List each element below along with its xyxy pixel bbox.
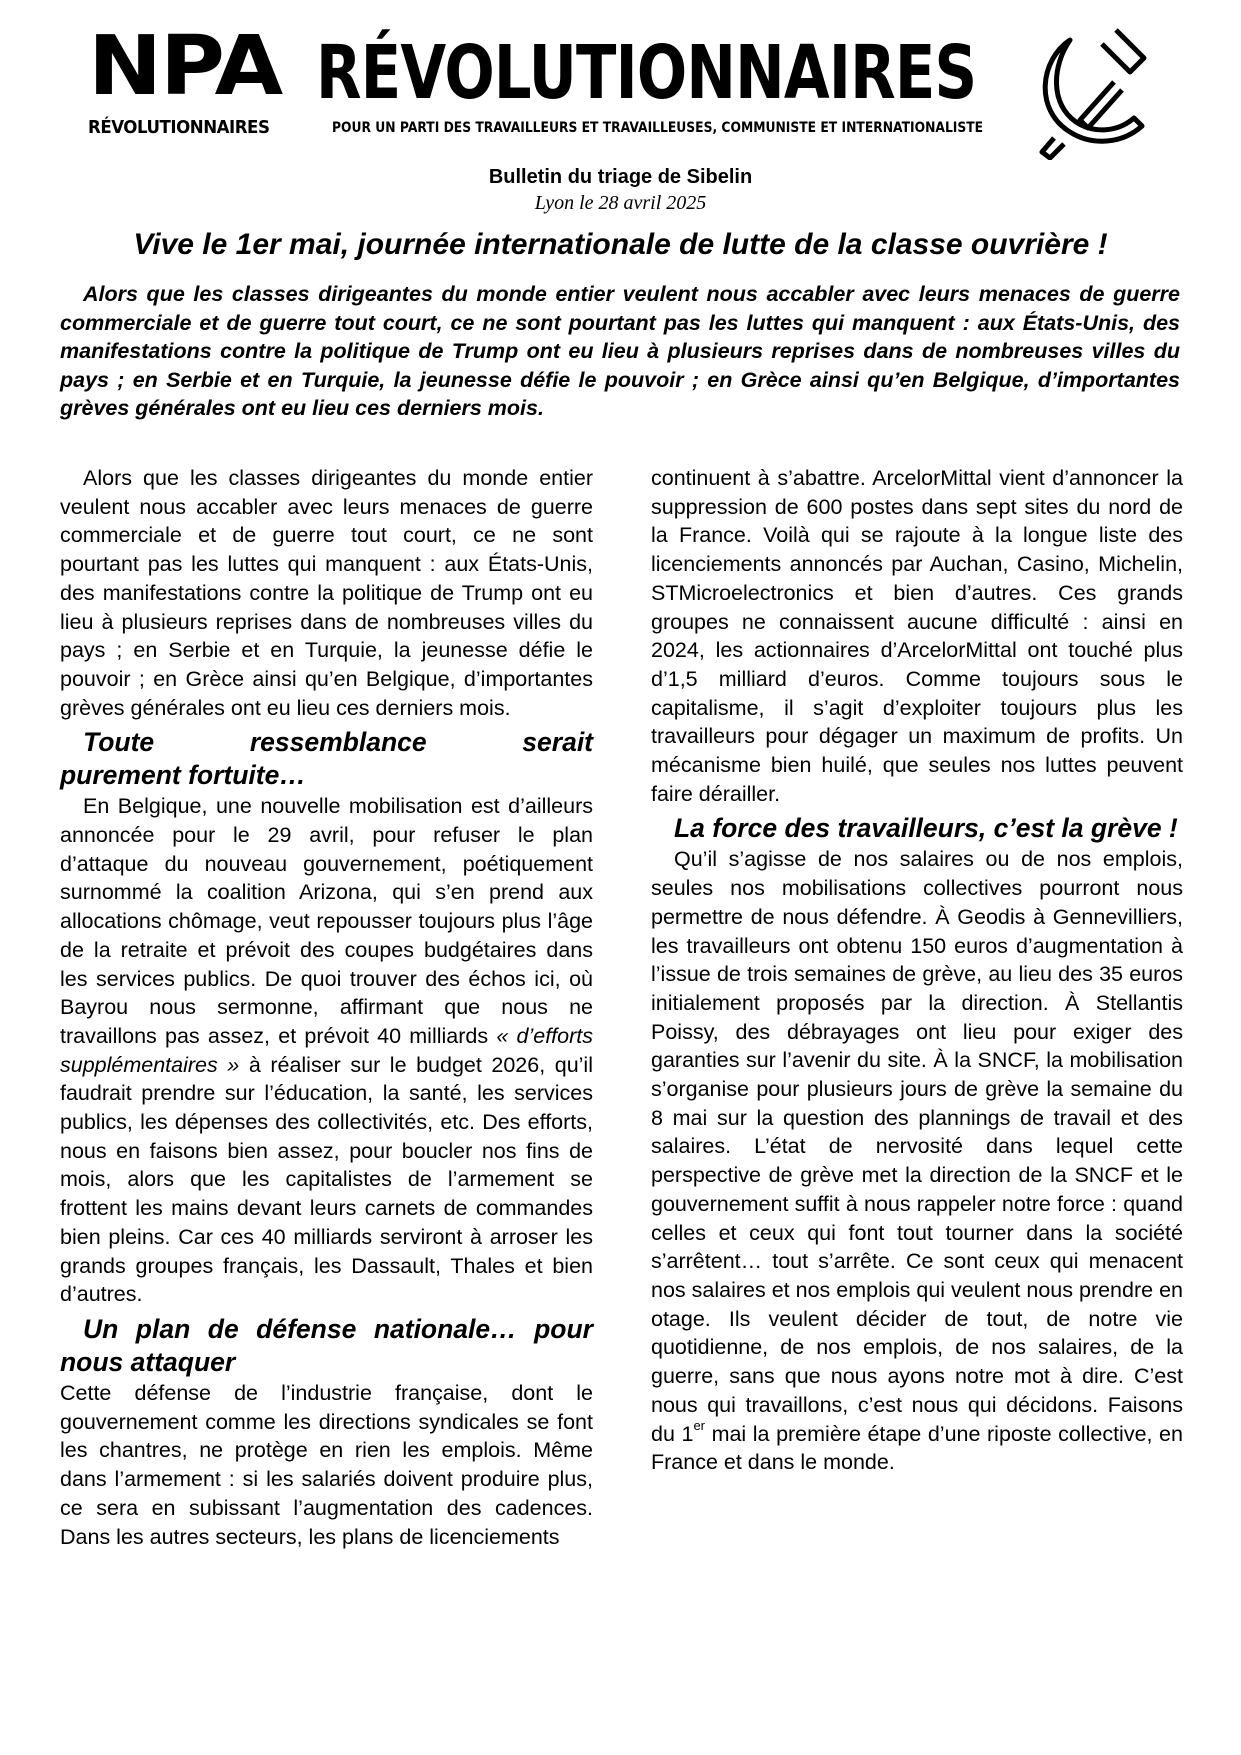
left-paragraph-1: Alors que les classes dirigeantes du monde entier veulent nous accabler avec leurs menaces de guerre commerciale et de guerre tout court, ce ne sont pourtant pas les luttes qui manquent : aux États-Unis, des manifestations contre la politique de Trump ont eu lieu à plusieurs reprises dans de nombreuses villes du pays ; en Serbie et en Turquie, la jeunesse défie le pouvoir ; en Grèce ainsi qu’en Belgique, d’importantes grèves générales ont eu lieu ces derniers mois.	[60, 466, 593, 720]
left-paragraph-2-text-b: à réaliser sur le budget 2026, qu’il faudrait prendre sur l’éducation, la santé, les services publics, les dépenses des collectivités, etc. Des efforts, nous en faisons bien assez, pour boucler nos fins de mois, alors que les capitalistes de l’armement se frottent les mains devant leurs carnets de commandes bien pleins. Car ces 40 milliards serviront à arroser les grands groupes français, les Dassault, Thales et bien d’autres.	[60, 1052, 593, 1307]
left-heading-1	[60, 726, 593, 792]
npa-logo-subtitle: RÉVOLUTIONNAIRES	[88, 118, 270, 138]
masthead-title-block	[316, 20, 984, 136]
masthead-title: RÉVOLUTIONNAIRES	[316, 30, 977, 116]
right-heading-1: La force des travailleurs, c’est la grève !	[674, 813, 1178, 844]
npa-logo: NPA	[88, 19, 281, 114]
right-paragraph-2-text-b: mai la première étape d’une riposte collective, en France et dans le monde.	[651, 1421, 1183, 1475]
masthead-subtitle: POUR UN PARTI DES TRAVAILLEURS ET TRAVAILLEUSES, COMMUNISTE ET INTERNATIONALISTE	[332, 120, 984, 136]
npa-logo-block	[88, 19, 281, 138]
left-paragraph-2-text-a: En Belgique, une nouvelle mobilisation est d’ailleurs annoncée pour le 29 avril, pour refuser le plan d’attaque du nouveau gouvernement, poétiquement surnommé la coalition Arizona, qui s’en prend aux allocations chômage, veut repousser toujours plus l’âge de la retraite et prévoit des coupes budgétaires dans les services publics. De quoi trouver des échos ici, où Bayrou nous sermonne, affirmant que nous ne travaillons pas assez, et prévoit 40 milliards	[60, 794, 593, 1048]
hammer-and-sickle-icon	[1030, 20, 1170, 160]
left-column	[60, 464, 593, 1551]
left-heading-2: Un plan de défense nationale… pour nous attaquer	[60, 1313, 593, 1377]
bulletin-date: Lyon le 28 avril 2025	[534, 192, 707, 214]
left-paragraph-2	[60, 792, 593, 1309]
right-paragraph-2-text-a: Qu’il s’agisse de nos salaires ou de nos emplois, seules nos mobilisations collectives pourront nous permettre de nous défendre. À Geodis à Gennevilliers, les travailleurs ont obtenu 150 euros d’augmentation à l’issue de trois semaines de grève, au lieu des 35 euros initialement proposés par la direction. À Stellantis Poissy, des débrayages ont lieu pour exiger des garanties sur l’avenir du site. À la SNCF, la mobilisation s’organise pour plusieurs jours de grève la semaine du 8 mai sur la question des plannings de travail et des salaires. L’état de nervosité dans lequel cette perspective de grève met la direction de la SNCF et le gouvernement suffit à nous rappeler notre force : quand celles et ceux qui font tout tourner dans la société s’arrêtent… tout s’arrête. Ce sont ceux qui menacent nos salaires et nos emplois qui veulent nous prendre en otage. Ils veulent décider de tout, de notre vie quotidienne, de nos emplois, de nos salaires, de la guerre, sans que nous ayons notre mot à dire. C’est nous qui travaillons, c’est nous qui décidons. Faisons du 1	[651, 847, 1183, 1446]
left-paragraph-3: Cette défense de l’industrie française, dont le gouvernement comme les directions syndicales se font les chantres, ne protège en rien les emplois. Même dans l’armement : si les salariés doivent produire plus, ce sera en subissant l’augmentation des cadences. Dans les autres secteurs, les plans de licenciements	[60, 1380, 593, 1549]
masthead	[88, 20, 1168, 155]
right-paragraph-1: continuent à s’abattre. ArcelorMittal vient d’annoncer la suppression de 600 postes dans sept sites du nord de la France. Voilà qui se rajoute à la longue liste des licenciements annoncés par Auchan, Casino, Michelin, STMicroelectronics et bien d’autres. Ces grands groupes ne connaissent aucune difficulté : ainsi en 2024, les actionnaires d’ArcelorMittal ont touché plus d’1,5 milliard d’euros. Comme toujours sous le capitalisme, il s’agit d’exploiter toujours plus les travailleurs pour dégager un maximum de profits. Un mécanisme bien huilé, que seules nos luttes peuvent faire dérailler.	[651, 466, 1183, 806]
right-paragraph-2-superscript: er	[693, 1418, 705, 1434]
right-paragraph-2	[651, 845, 1183, 1476]
bulletin-title: Bulletin du triage de Sibelin	[488, 166, 753, 188]
left-paragraph-2-quote: « d’efforts supplémentaires »	[60, 1023, 593, 1077]
left-heading-1-line-2: purement fortuite…	[60, 760, 306, 791]
left-heading-1-line-1: Toute ressemblance serait	[83, 727, 593, 758]
right-column	[651, 464, 1183, 1477]
lead-paragraph: Alors que les classes dirigeantes du monde entier veulent nous accabler avec leurs menaces de guerre commerciale et de guerre tout court, ce ne sont pourtant pas les luttes qui manquent : aux États-Unis, des manifestations contre la politique de Trump ont eu lieu à plusieurs reprises dans de nombreuses villes du pays ; en Serbie et en Turquie, la jeunesse défie le pouvoir ; en Grèce ainsi qu’en Belgique, d’importantes grèves générales ont eu lieu ces derniers mois.	[60, 282, 1180, 421]
page-headline: Vive le 1er mai, journée internationale de lutte de la classe ouvrière !	[133, 228, 1108, 261]
